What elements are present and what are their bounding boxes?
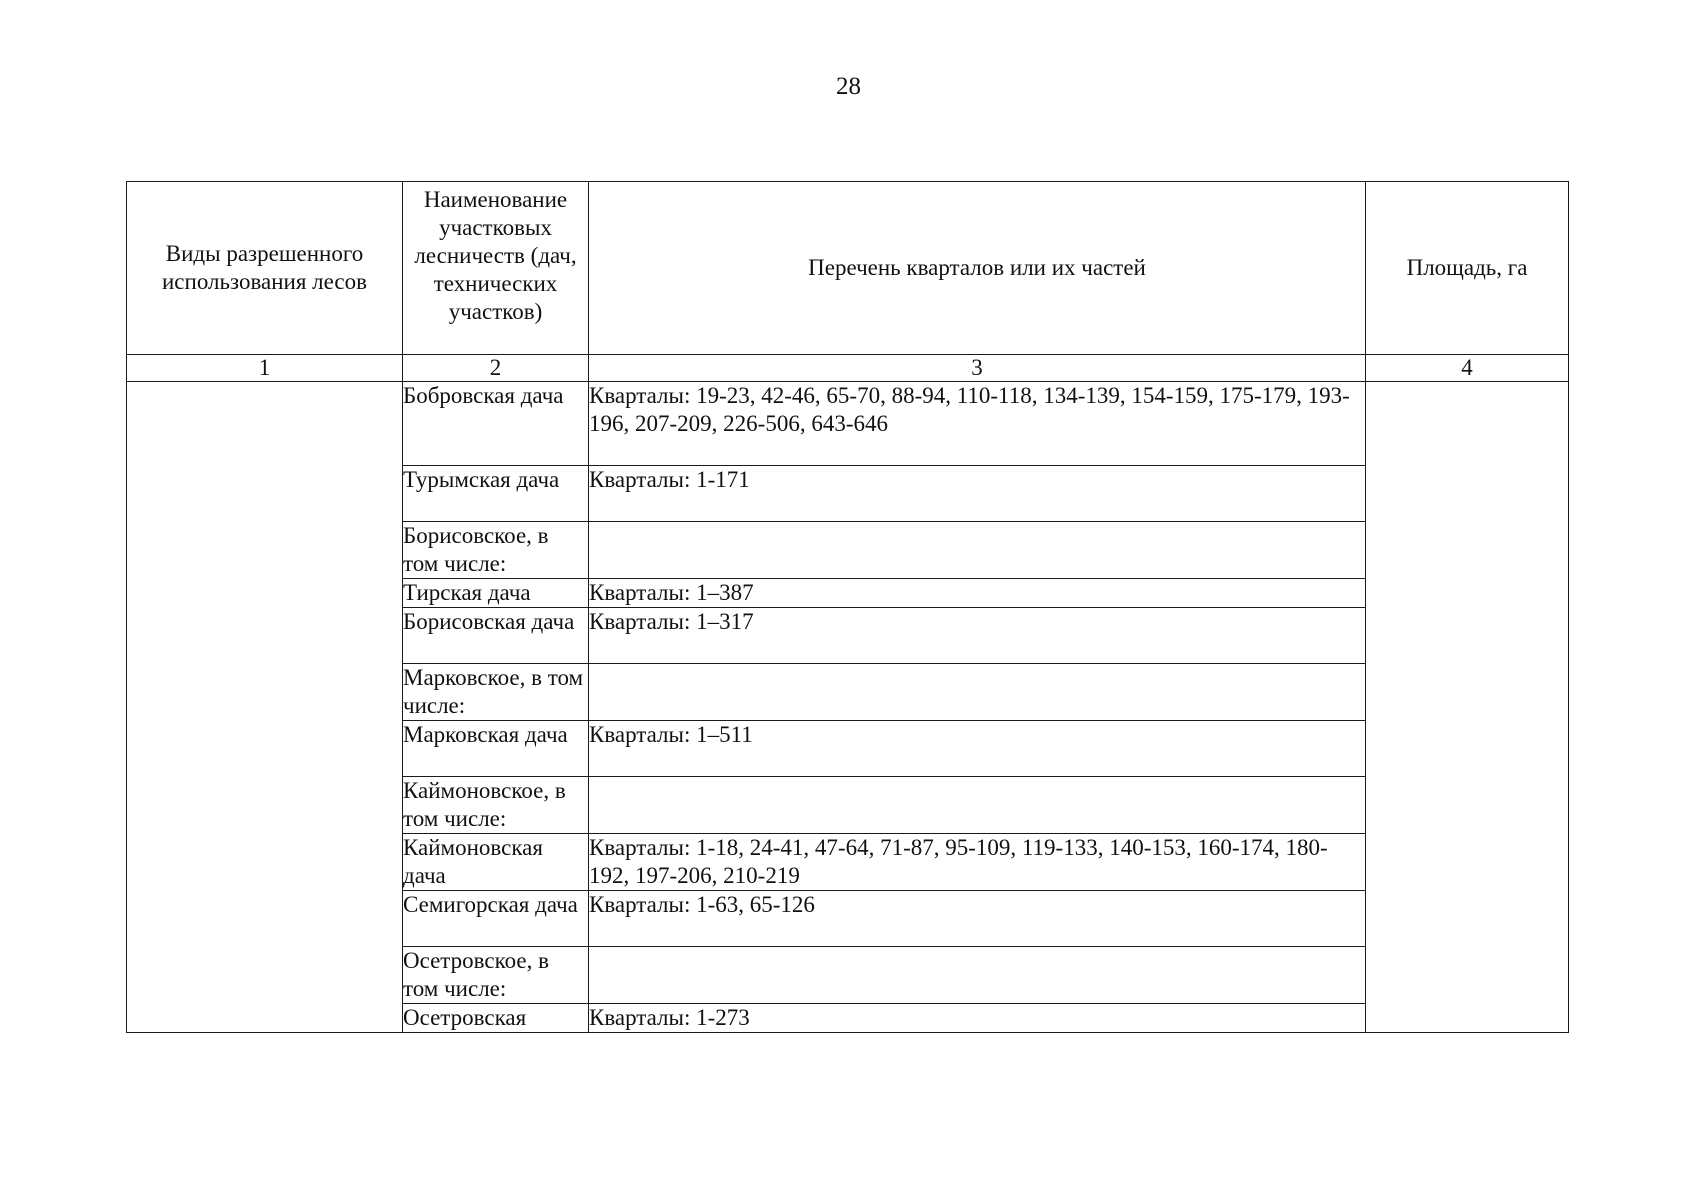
column-number: 1: [127, 355, 403, 382]
header-forestry-name: Наименование участковых лесничеств (дач, технических участков): [403, 182, 589, 355]
forestry-name-cell: Семигорская дача: [403, 891, 589, 947]
quarters-cell: Кварталы: 1-63, 65-126: [589, 891, 1366, 947]
table-header-row: [127, 182, 1569, 355]
header-permitted-use: Виды разрешенного использования лесов: [127, 182, 403, 355]
page-number: 28: [836, 73, 861, 100]
column-number: 2: [403, 355, 589, 382]
quarters-cell: [589, 664, 1366, 721]
column-number-row: [127, 355, 1569, 382]
quarters-cell: Кварталы: 1-18, 24-41, 47-64, 71-87, 95-109, 119-133, 140-153, 160-174, 180-192, 197-206, 210-219: [589, 834, 1366, 891]
table-row: [127, 382, 1569, 466]
quarters-cell: [589, 777, 1366, 834]
quarters-cell: Кварталы: 1–387: [589, 579, 1366, 608]
quarters-cell: Кварталы: 1-171: [589, 466, 1366, 522]
column-number: 4: [1366, 355, 1569, 382]
area-cell: [1366, 382, 1569, 1033]
quarters-cell: Кварталы: 1-273: [589, 1004, 1366, 1033]
forestry-name-cell: Осетровская: [403, 1004, 589, 1033]
permitted-use-cell: [127, 382, 403, 1033]
header-area: Площадь, га: [1366, 182, 1569, 355]
quarters-cell: Кварталы: 1–317: [589, 608, 1366, 664]
forestry-name-cell: Каймоновское, в том числе:: [403, 777, 589, 834]
quarters-cell: Кварталы: 19-23, 42-46, 65-70, 88-94, 110-118, 134-139, 154-159, 175-179, 193-196, 207-209, 226-506, 643-646: [589, 382, 1366, 466]
forestry-name-cell: Борисовское, в том числе:: [403, 522, 589, 579]
forestry-name-cell: Турымская дача: [403, 466, 589, 522]
forestry-name-cell: Бобровская дача: [403, 382, 589, 466]
forestry-name-cell: Марковское, в том числе:: [403, 664, 589, 721]
column-number: 3: [589, 355, 1366, 382]
forestry-name-cell: Марковская дача: [403, 721, 589, 777]
quarters-cell: [589, 522, 1366, 579]
forestry-name-cell: Борисовская дача: [403, 608, 589, 664]
forestry-name-cell: Тирская дача: [403, 579, 589, 608]
forestry-name-cell: Осетровское, в том числе:: [403, 947, 589, 1004]
quarters-cell: Кварталы: 1–511: [589, 721, 1366, 777]
forestry-name-cell: Каймоновская дача: [403, 834, 589, 891]
quarters-cell: [589, 947, 1366, 1004]
header-quarters-list: Перечень кварталов или их частей: [589, 182, 1366, 355]
forest-use-table: [126, 181, 1569, 1033]
